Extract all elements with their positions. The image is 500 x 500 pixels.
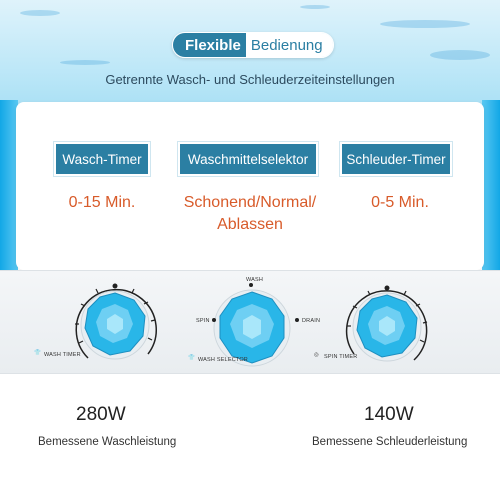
subtitle: Getrennte Wasch- und Schleuderzeiteinstellungen [105,72,395,87]
wash-power-value: 280W [76,404,126,425]
spin-power-label: Bemessene Schleuderleistung [312,436,468,448]
selector-spin-label: SPIN [196,318,210,324]
selector-drain-label: DRAIN [302,318,321,324]
spin-timer-panel-label: SPIN TIMER [324,354,358,360]
wash-selector-icon: 👕 [188,355,196,361]
spin-power-value: 140W [364,404,414,425]
heading-bedienung: Bedienung [246,33,333,57]
selector-modes-line2: Ablassen [217,216,283,233]
spin-timer-title: Schleuder-Timer [340,142,452,176]
drain-dot [295,318,299,322]
shirt-icon: 👕 [34,350,42,356]
wash-timer-title: Wasch-Timer [54,142,150,176]
selector-wash-label: WASH [246,277,264,283]
wash-selector-panel-label: WASH SELECTOR [198,357,248,363]
right-blue-edge [482,100,500,270]
controls-card [16,102,484,270]
detergent-selector-title: Waschmittelselektor [178,142,318,176]
feature-heading-pill [172,32,334,58]
selector-modes-line1: Schonend/Normal/ [183,194,317,211]
wash-timer-range: 0-15 Min. [68,194,136,211]
wash-power-label: Bemessene Waschleistung [38,436,177,448]
wash-timer-panel-label: WASH TIMER [44,352,81,358]
spin-timer-range: 0-5 Min. [371,194,429,211]
heading-flexible: Flexible [173,33,246,57]
spin-icon: ◎ [314,352,319,358]
wash-timer-knob[interactable] [68,278,162,372]
spin-dot [212,318,216,322]
wash-dot [249,283,253,287]
